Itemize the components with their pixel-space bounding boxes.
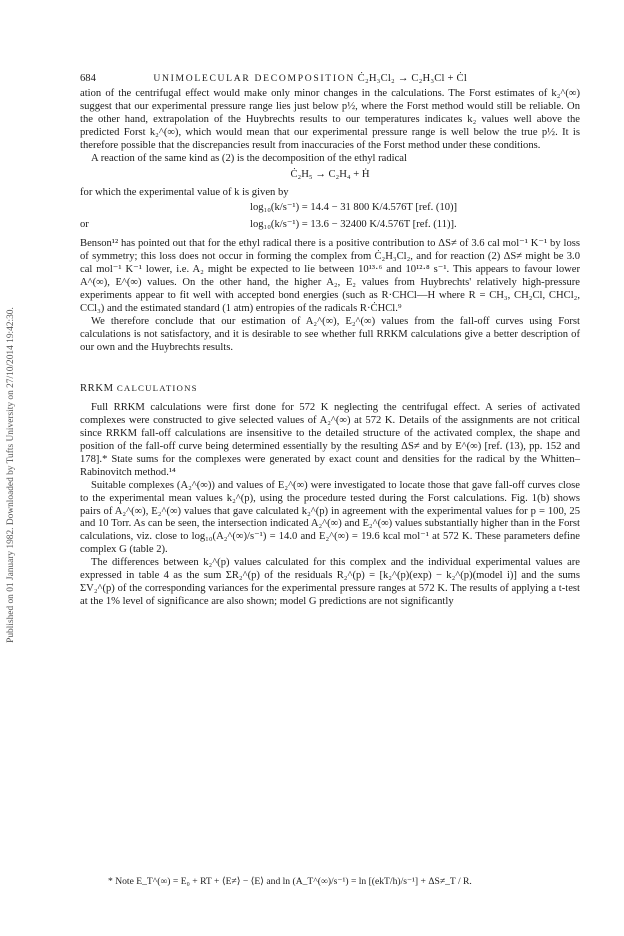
- article-body: [80, 88, 580, 609]
- running-head: [80, 72, 580, 86]
- paragraph: We therefore conclude that our estimation of A₂^(∞), E₂^(∞) values from the fall-off curves using Forst calculations is not satisfactory, and it is desirable to see whether full RRKM calculations give a better description of our own and the Huybrechts results.: [80, 315, 580, 353]
- reaction-equation: Ċ₂H₅ → C₂H₄ + Ḣ: [290, 169, 370, 181]
- paragraph: A reaction of the same kind as (2) is the decomposition of the ethyl radical: [91, 152, 407, 164]
- publication-sidebar: [4, 190, 18, 760]
- paragraph: The differences between k₂^(p) values calculated for this complex and the individual experimental values are expressed in table 4 as the sum ΣR₂^(p) of the residuals R₂^(p) = [k₂^(p)(exp) − k₂^(p)(model i)] and the sums ΣV₂^(p) of the corresponding variances for the experimental pressure ranges at 572 K. The results of applying a t-test at the 1% level of significance are also shown; model G predictions are not significantly: [80, 557, 580, 607]
- footnote: * Note E_T^(∞) = E₀ + RT + ⟨E≠⟩ − ⟨E⟩ and ln (A_T^(∞)/s⁻¹) = ln [(ekT/h)/s⁻¹] + ΔS≠_T / R.: [108, 876, 472, 887]
- publication-note: Published on 01 January 1982. Downloaded by Tufts University on 27/10/2014 19:42:30.: [6, 307, 16, 643]
- paragraph: ation of the centrifugal effect would make only minor changes in the calculations. The Forst estimates of k₂^(∞) suggest that our experimental pressure range lies just below p½, where the Forst method would still be reliable. On the other hand, extrapolation of the Huybrechts results to our temperatures indicates k₂ values well above the predicted Forst k₂^(∞), which would mean that our experimental pressure range is well below the true p½. It is therefore possible that the discrepancies result from inaccuracies of the Forst method under these conditions.: [80, 88, 580, 151]
- section-heading-main: RRKM: [80, 383, 114, 395]
- section-heading-smallcaps: CALCULATIONS: [116, 383, 198, 394]
- rate-equation-2: log₁₀(k/s⁻¹) = 13.6 − 32400 K/4.576T [ref. (11)].: [250, 219, 457, 231]
- page-number: 684: [80, 73, 96, 84]
- paragraph: Suitable complexes (A₂^(∞)) and values of E₂^(∞) were investigated to locate those that gave fall-off curves close to the experimental mean values k₂^(p), using the procedure tested during the Forst calculations. Fig. 1(b) shows pairs of A₂^(∞), E₂^(∞) values that gave calculated k₂^(p) in agreement with the experimental values for p = 100, 25 and 10 Torr. As can be seen, the intersection indicated A₂^(∞) and E₂^(∞) values substantially higher than in the Forst calculations, viz. close to log₁₀(A₂^(∞)/s⁻¹) = 14.0 and E₂^(∞) = 19.6 kcal mol⁻¹ at 572 K. These parameters define complex G (table 2).: [80, 479, 580, 556]
- equation-row: [80, 217, 580, 234]
- running-equation: Ċ₂H₃Cl₂ → C₂H₃Cl + Ċl: [357, 73, 467, 84]
- paragraph: for which the experimental value of k is given by: [80, 187, 289, 199]
- section-heading: [80, 382, 580, 396]
- or-label: or: [80, 219, 89, 231]
- rate-equation-1: log₁₀(k/s⁻¹) = 14.4 − 31 800 K/4.576T [ref. (10)]: [250, 202, 458, 214]
- running-title: UNIMOLECULAR DECOMPOSITION: [153, 73, 356, 84]
- paragraph: Benson¹² has pointed out that for the ethyl radical there is a positive contribution to ΔS≠ of 3.6 cal mol⁻¹ K⁻¹ by loss of symmetry; this loss does not occur in forming the complex from Ċ₂H₃Cl₂, and for reaction (2) ΔS≠ might be 3.0 cal mol⁻¹ K⁻¹ lower, i.e. A₂ might be expected to lie between 10¹³·⁶ and 10¹²·⁸ s⁻¹. This appears to favour lower A^(∞), E^(∞) values. On the other hand, the higher A₂, E₂ values from Huybrechts' relatively high-pressure experiments appear to fit well with accepted bond energies (such as R·CHCl—H where R = CH₃, CH₂Cl, CHCl₂, CCl₃) and the estimated standard (1 atm) entropies of the radicals R·ĊHCl.⁹: [80, 238, 580, 314]
- equation-row: [80, 200, 580, 217]
- paragraph: Full RRKM calculations were first done for 572 K neglecting the centrifugal effect. A series of activated complexes were constructed to give selected values of A₂^(∞) at 572 K. Details of the assignments are not critical since RRKM fall-off calculations are insensitive to the detailed structure of the activated complex, the shape and position of the fall-off curve being determined essentially by the resulting ΔS≠ and by E^(∞) [ref. (13), pp. 152 and 178].* State sums for the complexes were generated by exact count and densities for the radical by the Whitten–Rabinovitch method.¹⁴: [80, 402, 580, 478]
